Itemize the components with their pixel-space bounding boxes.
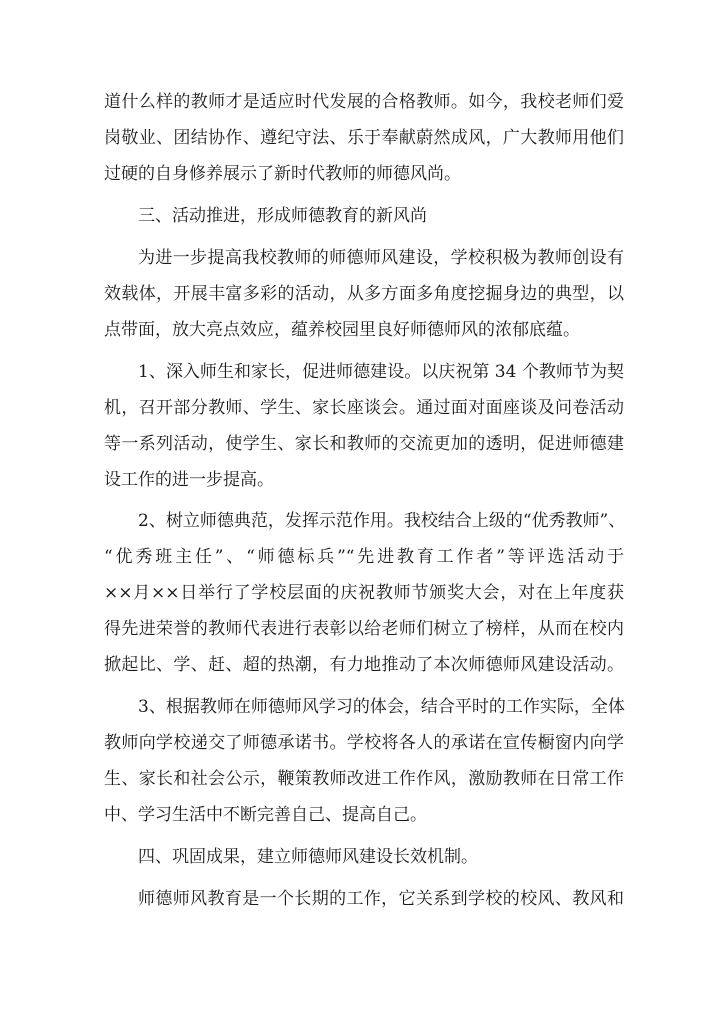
text-line: 为进一步提高我校教师的师德师风建设，学校积极为教师创设有 (138, 248, 624, 268)
text-line: ××月××日举行了学校层面的庆祝教师节颁奖大会，对在上年度获 (104, 583, 624, 603)
section-heading: 三、活动推进，形成师德教育的新风尚 (138, 206, 427, 226)
text-line: 机，召开部分教师、学生、家长座谈会。通过面对面座谈及问卷活动 (104, 398, 624, 418)
text-line: “优秀班主任”、“师德标兵”“先进教育工作者”等评选活动于 (104, 547, 624, 567)
text-line: 师德师风教育是一个长期的工作，它关系到学校的校风、教风和 (138, 889, 624, 909)
text-line: 得先进荣誉的教师代表进行表彰以给老师们树立了榜样，从而在校内 (104, 619, 624, 639)
text-line: 2、树立师德典范，发挥示范作用。我校结合上级的“优秀教师”、 (138, 511, 626, 531)
text-line: 教师向学校递交了师德承诺书。学校将各人的承诺在宣传橱窗内向学 (104, 733, 624, 753)
text-line: 效载体，开展丰富多彩的活动，从多方面多角度挖掘身边的典型，以 (104, 284, 624, 304)
text-line: 中、学习生活中不断完善自己、提高自己。 (104, 805, 427, 825)
text-line: 过硬的自身修养展示了新时代教师的师德风尚。 (104, 164, 461, 184)
text-line: 设工作的进一步提高。 (104, 470, 274, 490)
text-line: 岗敬业、团结协作、遵纪守法、乐于奉献蔚然成风，广大教师用他们 (104, 128, 624, 148)
text-line: 1、深入师生和家长，促进师德建设。以庆祝第 34 个教师节为契 (138, 362, 624, 382)
text-line: 掀起比、学、赶、超的热潮，有力地推动了本次师德师风建设活动。 (104, 655, 624, 675)
section-heading: 四、巩固成果，建立师德师风建设长效机制。 (138, 847, 478, 867)
text-line: 3、根据教师在师德师风学习的体会，结合平时的工作实际，全体 (138, 697, 625, 717)
text-line: 生、家长和社会公示，鞭策教师改进工作作风，激励教师在日常工作 (104, 769, 624, 789)
text-line: 等一系列活动，使学生、家长和教师的交流更加的透明，促进师德建 (104, 434, 624, 454)
text-line: 点带面，放大亮点效应，蕴养校园里良好师德师风的浓郁底蕴。 (104, 320, 580, 340)
text-line: 道什么样的教师才是适应时代发展的合格教师。如今，我校老师们爱 (104, 92, 624, 112)
